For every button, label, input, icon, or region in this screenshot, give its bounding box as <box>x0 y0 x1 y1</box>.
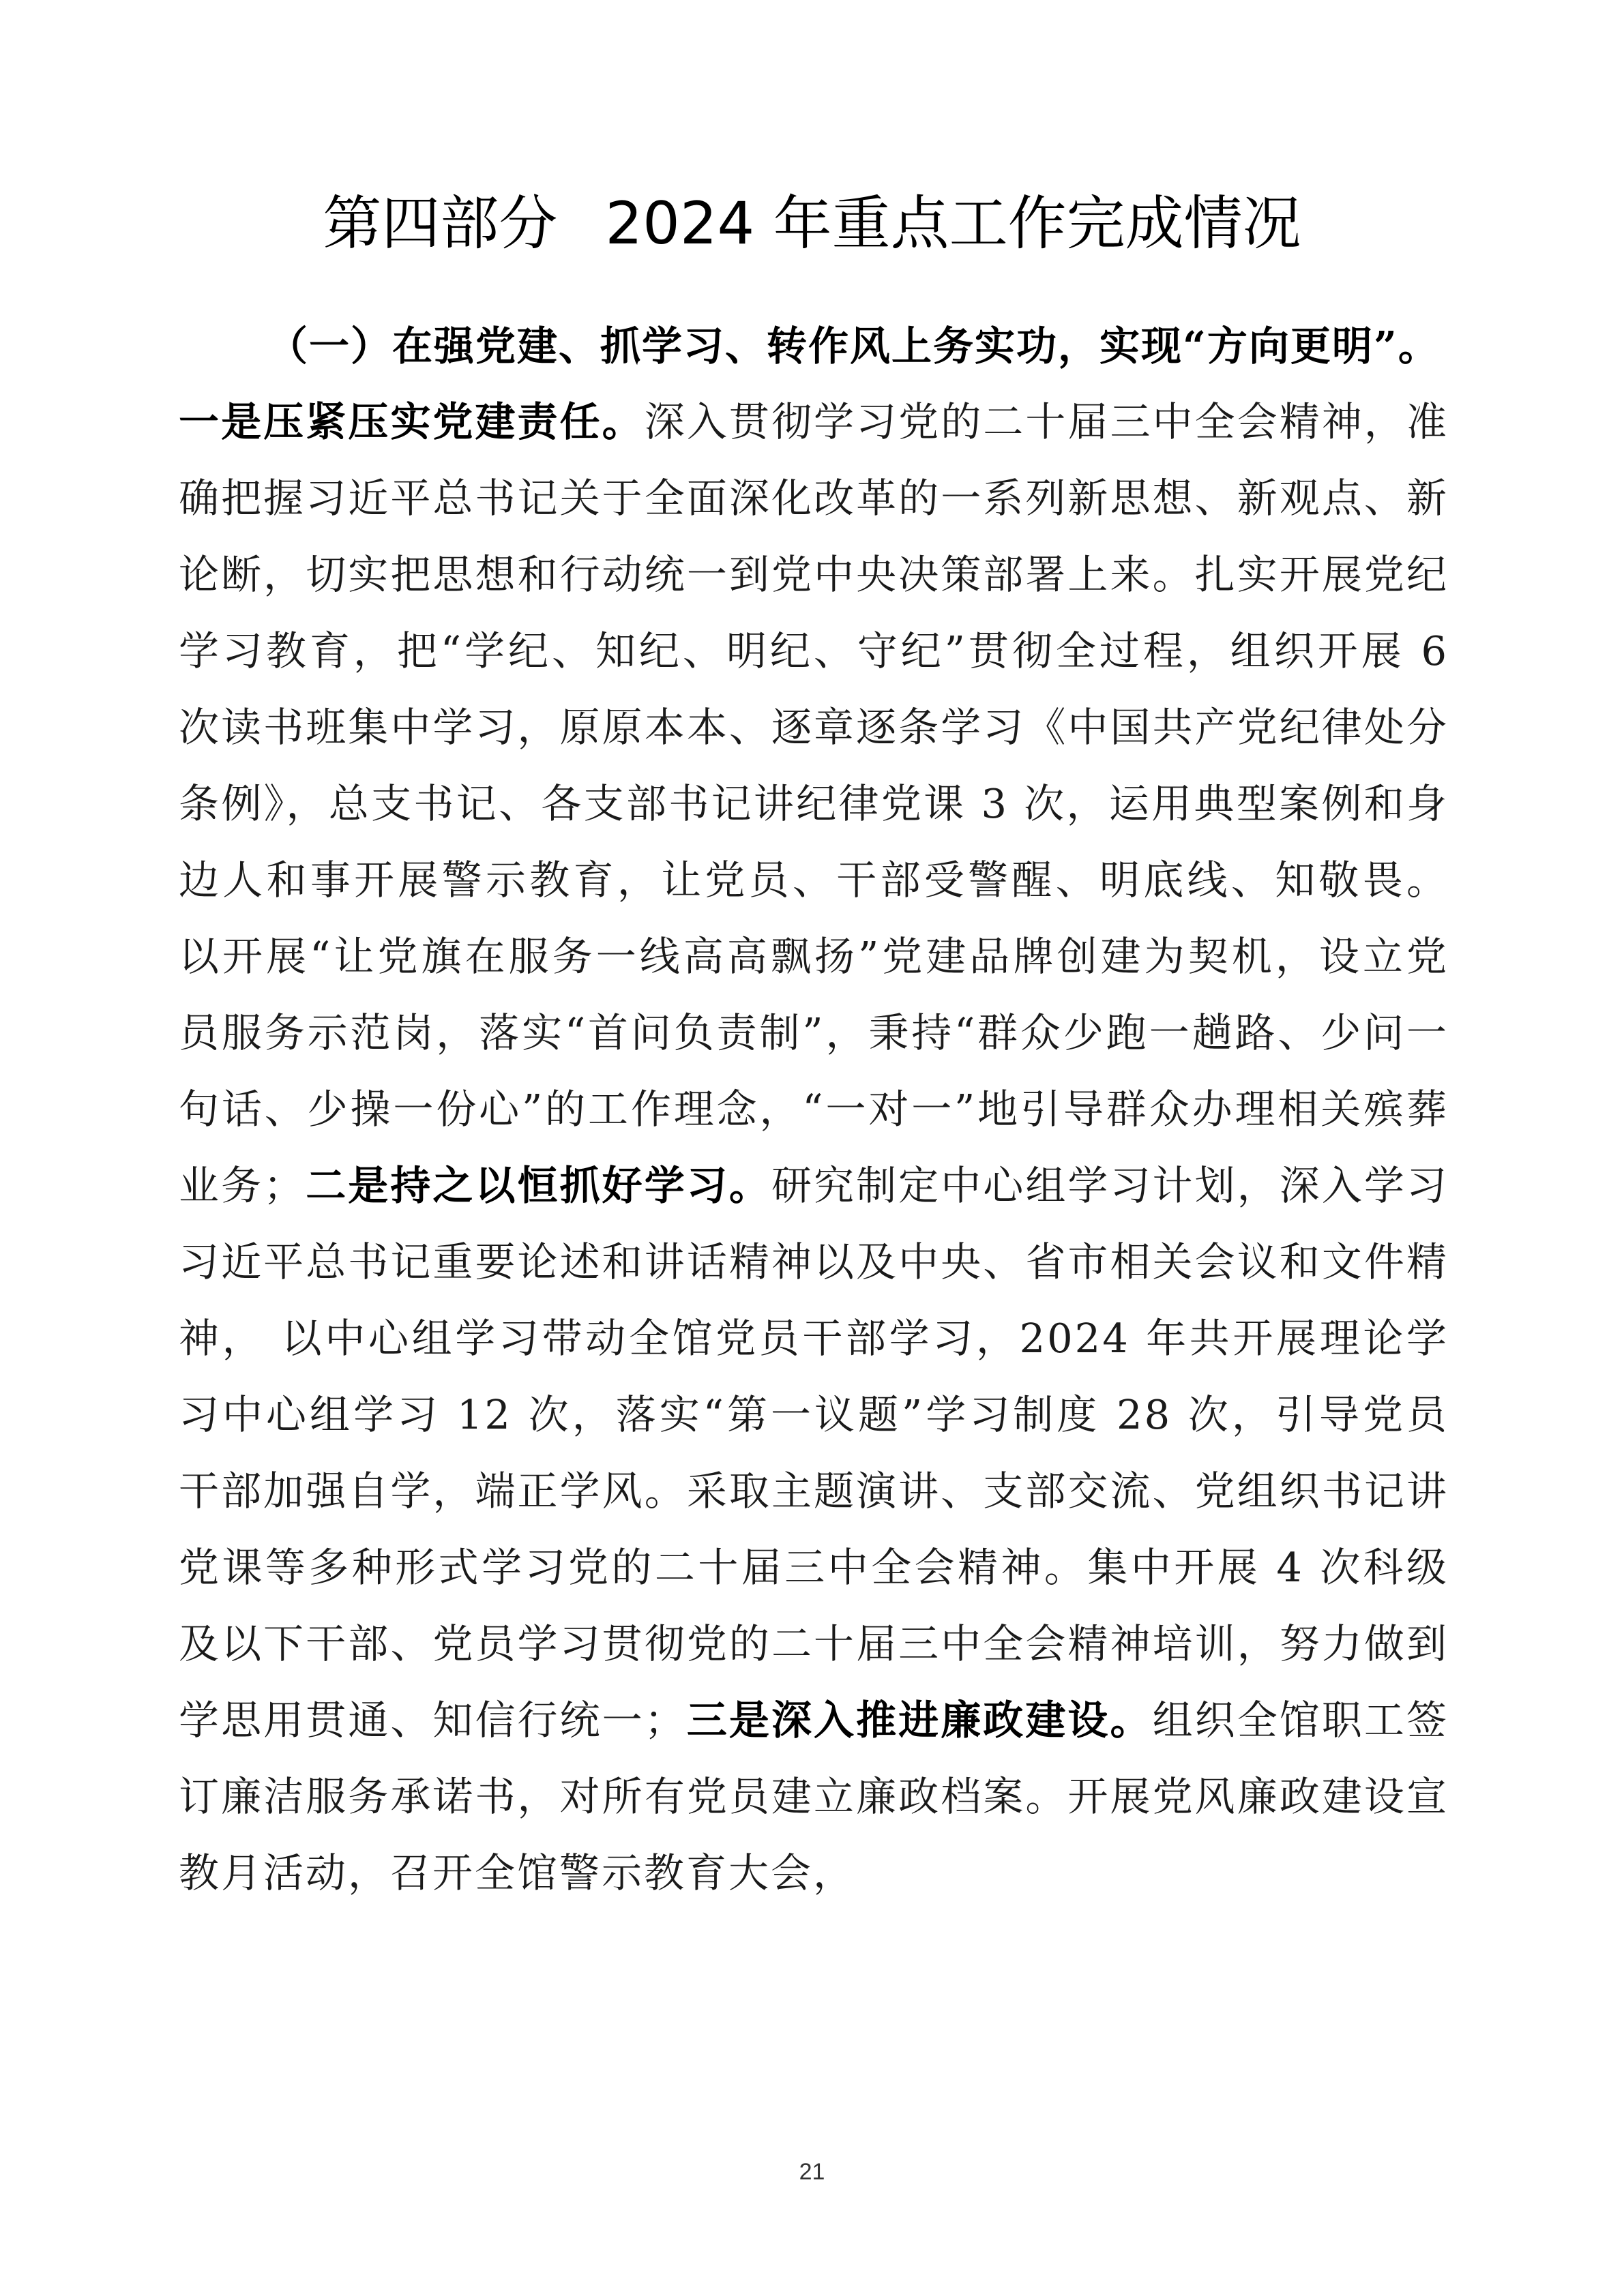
key-point-1: 一是压紧压实党建责任。 <box>179 398 645 445</box>
body-paragraph <box>179 384 1449 1911</box>
section-heading: （一）在强党建、抓学习、转作风上务实功，实现“方向更明”。 <box>267 323 1440 370</box>
page-number: 21 <box>799 2159 825 2185</box>
key-point-2: 二是持之以恒抓好学习。 <box>306 1162 771 1209</box>
title-text: 2024 年重点工作完成情况 <box>605 190 1301 258</box>
key-point-3: 三是深入推进廉政建设。 <box>686 1697 1153 1744</box>
title-part: 第四部分 <box>323 190 558 258</box>
document-body <box>179 308 1449 1911</box>
paragraph-text-1: 深入贯彻学习党的二十届三中全会精神，准确把握习近平总书记关于全面深化改革的一系列新思想、新观点、新论断，切实把思想和行动统一到党中央决策部署上来。扎实开展党纪学习教育，把“学纪、知纪、明纪、守纪”贯彻全过程，组织开展 6 次读书班集中学习，原原本本、逐章逐条学习《中国共产党纪律处分条例》，总支书记、各支部书记讲纪律党课 3 次，运用典型案例和身边人和事开展警示教育，让党员、干部受警醒、明底线、知敬畏。 以开展“让党旗在服务一线高高飘扬”党建品牌创建为契机，设立党员服务示范岗，落实“首问负责制”，秉持“群众少跑一趟路、少问一句话、少操一份心”的工作理念，“一对一”地引导群众办理相关殡葬业务； <box>179 398 1449 1209</box>
page-title <box>0 183 1624 265</box>
paragraph-text-3: 组织全馆职工签订廉洁服务承诺书，对所有党员建立廉政档案。开展党风廉政建设宣教月活动，召开全馆警示教育大会， <box>179 1697 1449 1896</box>
paragraph-text-2: 研究制定中心组学习计划，深入学习习近平总书记重要论述和讲话精神以及中央、省市相关会议和文件精神， 以中心组学习带动全馆党员干部学习，2024 年共开展理论学习中心组学习 12 次，落实“第一议题”学习制度 28 次，引导党员干部加强自学，端正学风。采取主题演讲、支部交流、党组织书记讲党课等多种形式学习党的二十届三中全会精神。集中开展 4 次科级及以下干部、党员学习贯彻党的二十届三中全会精神培训，努力做到学思用贯通、知信行统一； <box>179 1162 1449 1744</box>
